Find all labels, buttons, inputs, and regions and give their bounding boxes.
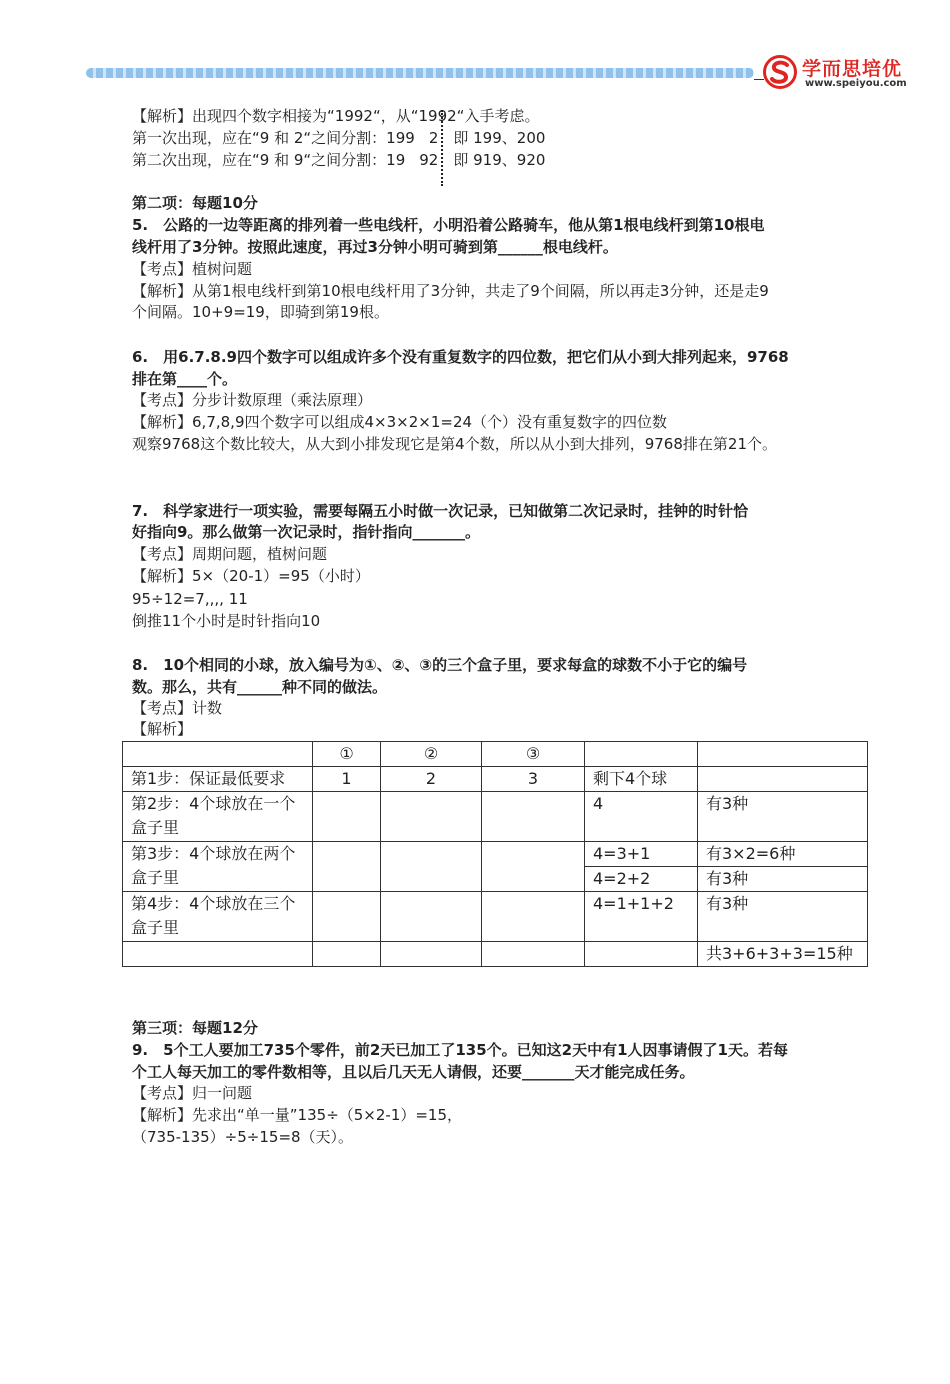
q7-analysis-line-1: 【解析】5×（20-1）=95（小时）	[132, 567, 370, 585]
ways-cell: 有3种	[698, 892, 868, 942]
q4-analysis-line-3: 第二次出现，应在“9 和 9“之间分割：19 92 即 919、920	[132, 151, 546, 169]
box-1-header: ①	[313, 742, 381, 767]
ways-cell: 有3种	[698, 867, 868, 892]
q4-analysis-line-2: 第一次出现，应在“9 和 2“之间分割：199 2 即 199、200	[132, 129, 546, 147]
section-3-title: 第三项：每题12分	[132, 1019, 258, 1037]
split-cell: 4	[585, 792, 698, 842]
split-marker	[441, 110, 443, 186]
section-2-title: 第二项：每题10分	[132, 194, 258, 212]
table-row	[123, 792, 868, 842]
q5-analysis-line-2: 个间隔。10+9=19，即骑到第19根。	[132, 303, 389, 321]
q9-question-line-2: 个工人每天加工的零件数相等，且以后几天无人请假，还要_______天才能完成任务。	[132, 1063, 695, 1081]
step-cell: 第2步：4个球放在一个盒子里	[123, 792, 313, 842]
ways-cell: 有3×2=6种	[698, 842, 868, 867]
q9-question-line-1: 9. 5个工人要加工735个零件，前2天已加工了135个。已知这2天中有1人因事请假了1天。若每	[132, 1041, 788, 1059]
box-2-min: 2	[381, 767, 482, 792]
q7-analysis-line-2: 95÷12=7,,,, 11	[132, 590, 248, 608]
q6-analysis-line-2: 观察9768这个数比较大，从大到小排发现它是第4个数，所以从小到大排列，9768排在第21个。	[132, 435, 777, 453]
q9-key-point: 【考点】归一问题	[132, 1084, 253, 1102]
total-cell: 共3+6+3+3=15种	[698, 942, 868, 967]
q7-analysis-line-3: 倒推11个小时是时针指向10	[132, 612, 321, 630]
table-row	[123, 892, 868, 942]
brand-url: www.speiyou.com	[805, 78, 907, 89]
box-1-min: 1	[313, 767, 381, 792]
q9-analysis-line-1: 【解析】先求出“单一量”135÷（5×2-1）=15，	[132, 1106, 463, 1124]
q8-question-line-2: 数。那么，共有______种不同的做法。	[132, 678, 388, 696]
split-cell: 4=1+1+2	[585, 892, 698, 942]
q7-question-line-1: 7. 科学家进行一项实验，需要每隔五小时做一次记录，已知做第二次记录时，挂钟的时针恰	[132, 502, 749, 520]
brand-logo	[763, 53, 913, 93]
box-2-header: ②	[381, 742, 482, 767]
q8-question-line-1: 8. 10个相同的小球，放入编号为①、②、③的三个盒子里，要求每盒的球数不小于它的编号	[132, 656, 748, 674]
brand-name: 学而思培优	[802, 58, 903, 80]
q8-analysis-tag: 【解析】	[132, 720, 193, 738]
step-cell: 第4步：4个球放在三个盒子里	[123, 892, 313, 942]
q6-question-line-1: 6. 用6.7.8.9四个数字可以组成许多个没有重复数字的四位数，把它们从小到大排列起来，9768	[132, 348, 789, 366]
remaining-cell: 剩下4个球	[585, 767, 698, 792]
q7-key-point: 【考点】周期问题，植树问题	[132, 545, 328, 563]
q8-solution-table	[122, 741, 868, 967]
table-row	[123, 767, 868, 792]
q6-question-line-2: 排在第____个。	[132, 370, 238, 388]
q5-question-line-1: 5. 公路的一边等距离的排列着一些电线杆，小明沿着公路骑车，他从第1根电线杆到第10根电	[132, 216, 765, 234]
split-cell: 4=2+2	[585, 867, 698, 892]
q4-analysis-line-1: 【解析】出现四个数字相接为“1992“，从“1992“入手考虑。	[132, 107, 540, 125]
header-band	[86, 68, 754, 78]
step-cell: 第1步：保证最低要求	[123, 767, 313, 792]
ways-cell: 有3种	[698, 792, 868, 842]
table-row	[123, 842, 868, 867]
q6-analysis-line-1: 【解析】6,7,8,9四个数字可以组成4×3×2×1=24（个）没有重复数字的四位数	[132, 413, 668, 431]
step-cell: 第3步：4个球放在两个盒子里	[123, 842, 313, 892]
box-3-min: 3	[482, 767, 585, 792]
box-3-header: ③	[482, 742, 585, 767]
q8-key-point: 【考点】计数	[132, 699, 223, 717]
q7-question-line-2: 好指向9。那么做第一次记录时，指针指向_______。	[132, 523, 480, 541]
table-row	[123, 742, 868, 767]
q5-key-point: 【考点】植树问题	[132, 260, 253, 278]
q6-key-point: 【考点】分步计数原理（乘法原理）	[132, 391, 373, 409]
q5-analysis-line-1: 【解析】从第1根电线杆到第10根电线杆用了3分钟，共走了9个间隔，所以再走3分钟，还是走9	[132, 282, 769, 300]
brand-logo-icon	[763, 55, 797, 89]
split-cell: 4=3+1	[585, 842, 698, 867]
q5-question-line-2: 线杆用了3分钟。按照此速度，再过3分钟小明可骑到第______根电线杆。	[132, 238, 618, 256]
q9-analysis-line-2: （735-135）÷5÷15=8（天）。	[132, 1128, 354, 1146]
table-row	[123, 942, 868, 967]
